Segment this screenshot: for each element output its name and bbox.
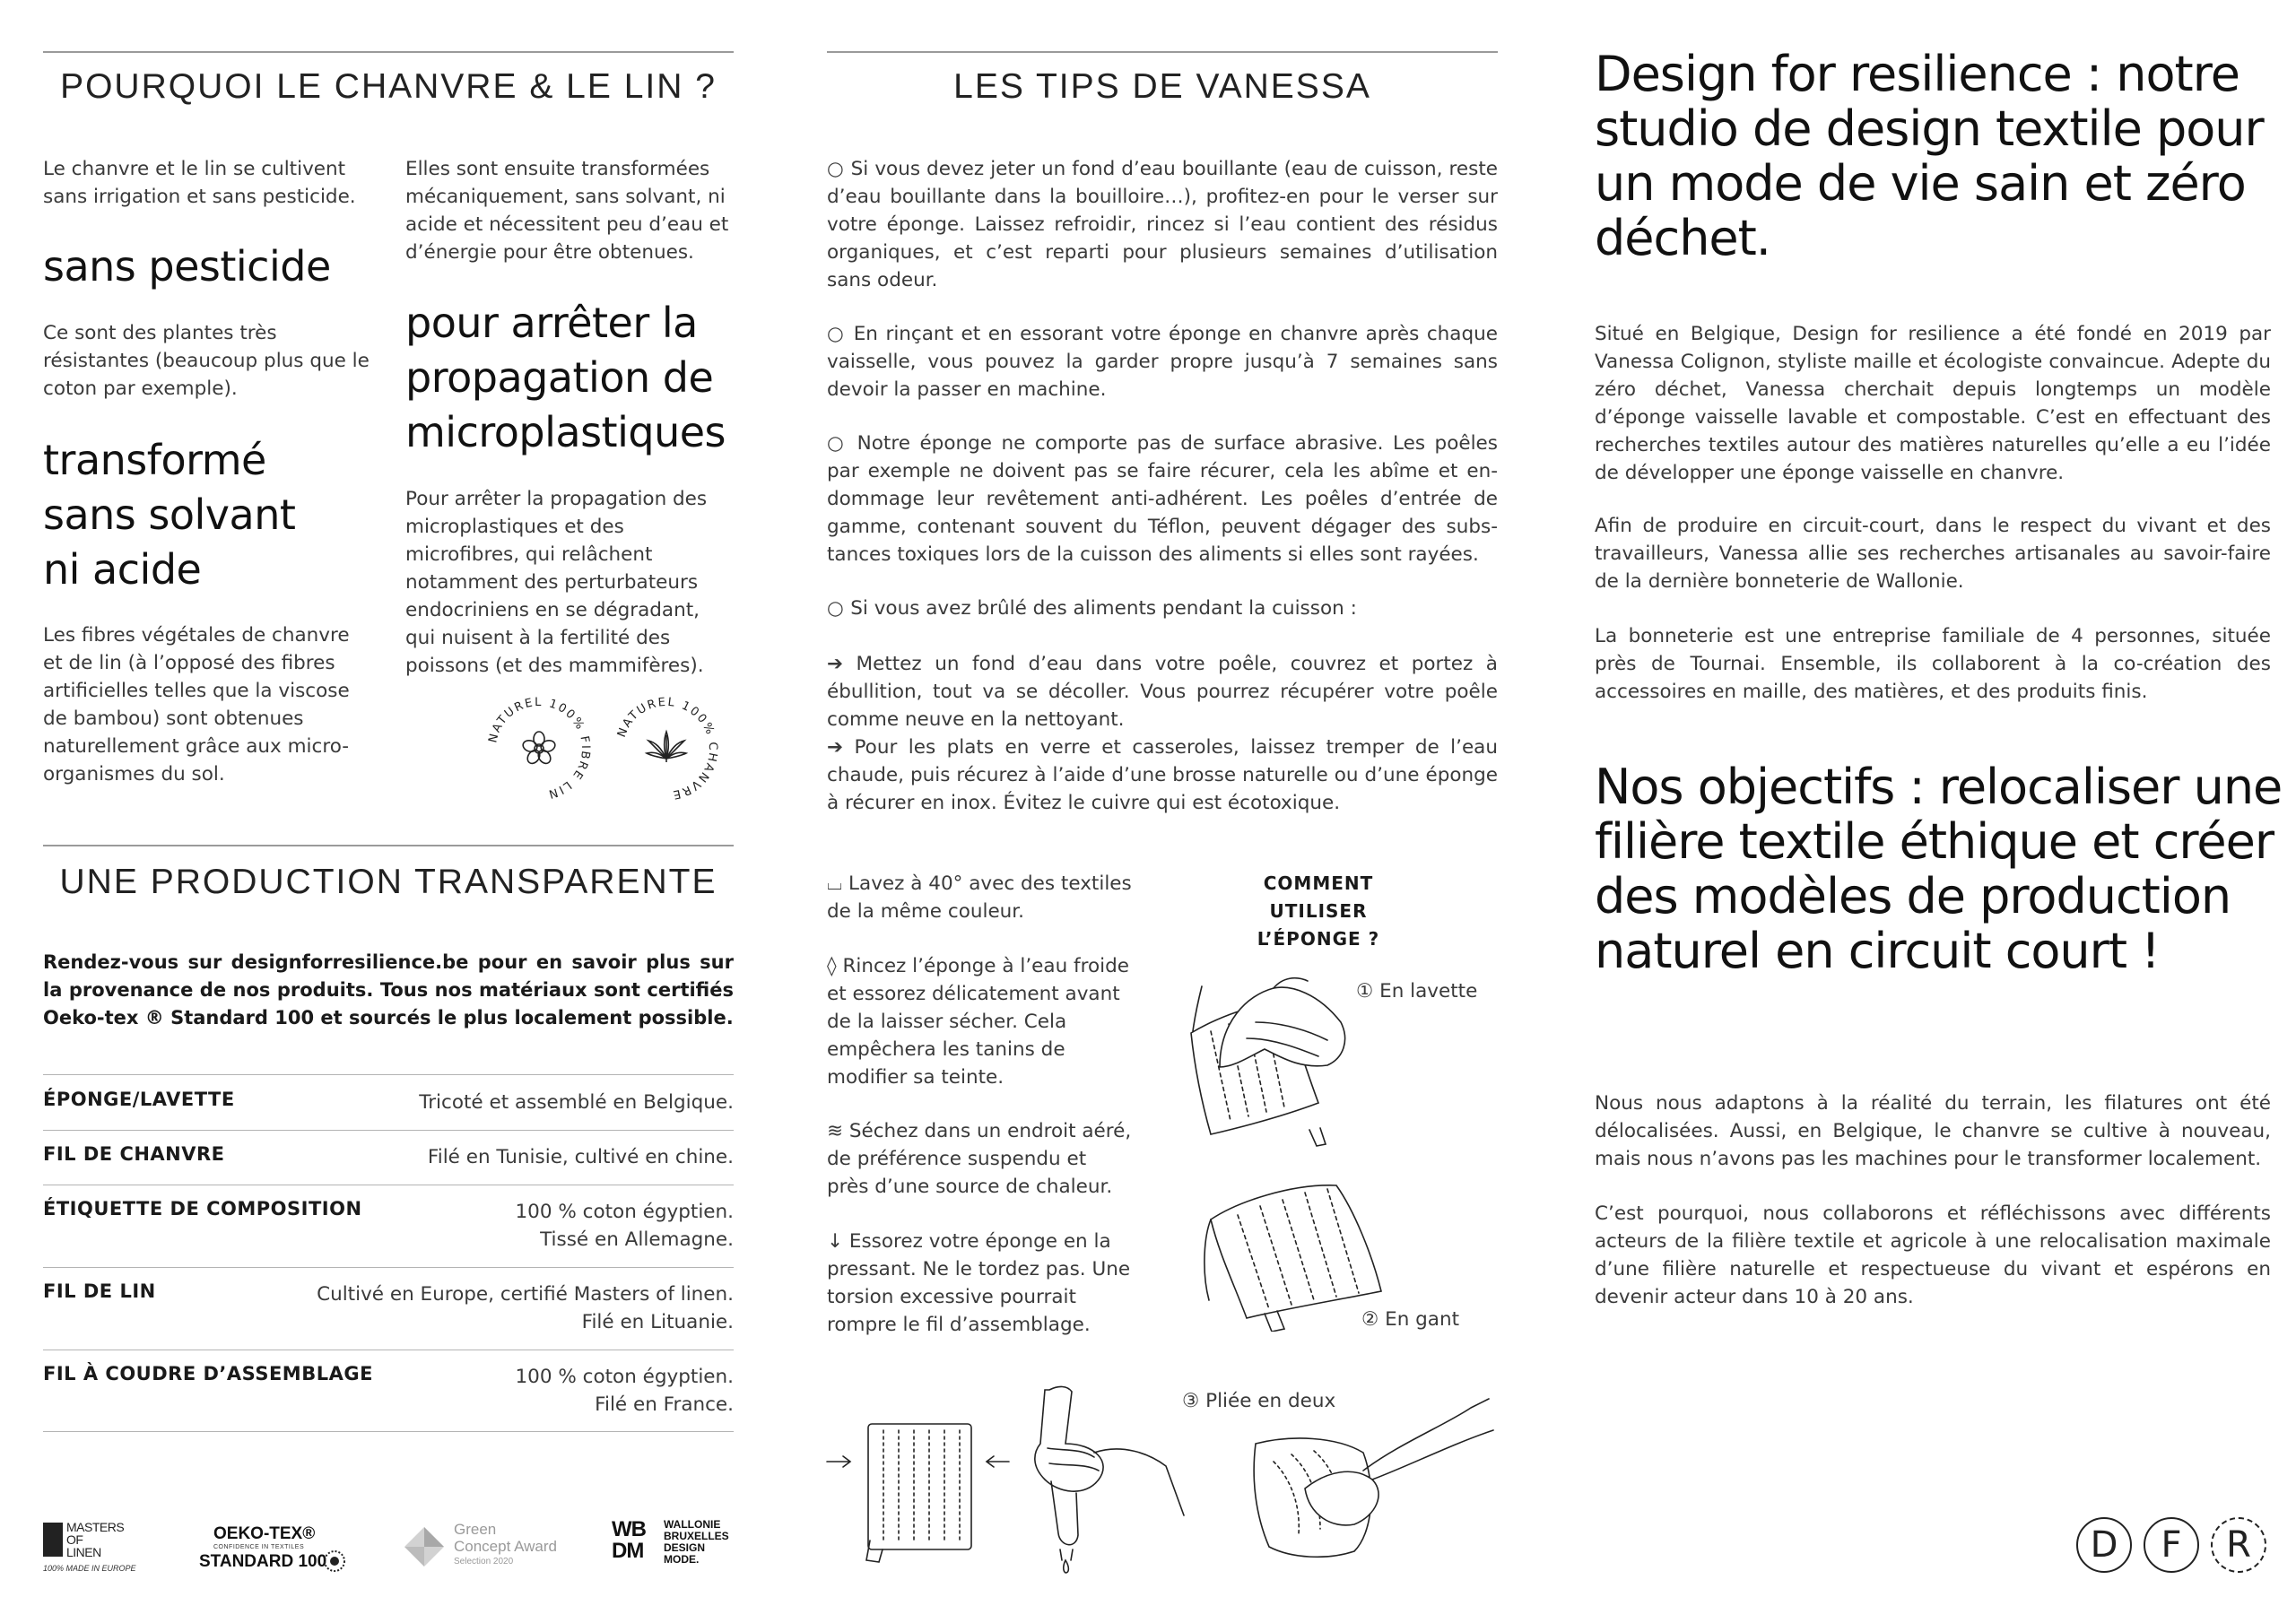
col1-plants: Ce sont des plantes très résistantes (beaucoup plus que le coton par exemple). — [43, 322, 370, 400]
heading-transforme: transformé sans solvant ni acide — [43, 436, 296, 594]
circle-bullet-icon: ○ — [827, 158, 851, 180]
logo-letter-f: F — [2144, 1517, 2199, 1573]
wbdm-text-2: BRUXELLES — [664, 1530, 729, 1542]
svg-text:NATUREL 100% FIBRE LIN: NATUREL 100% FIBRE LIN — [486, 695, 593, 802]
col1-intro: Le chanvre et le lin se cultivent sans irrigation et sans pesticide. — [43, 158, 356, 208]
wash-basin-icon: ⌴ — [827, 872, 849, 895]
col2-micro: Pour arrêter la propagation des microplastiques et des microfibres, qui relâchent notamment des perturbateurs endocriniens en se dégradant, qui nuisent à la fertilité des poissons (et des mammifères). — [405, 488, 708, 677]
col2-intro: Elles sont ensuite transformées mécaniquement, sans solvant, ni acide et nécessitent peu d’eau et d’énergie pour être obtenues. — [405, 158, 729, 264]
masters-tagline: 100% MADE IN EUROPE — [43, 1564, 136, 1573]
table-row — [43, 1185, 734, 1267]
circle-bullet-icon: ○ — [827, 597, 851, 620]
objectives-headline: Nos objectifs : relocaliser une filière textile éthique et créer des modèles de production naturel en circuit court ! — [1595, 759, 2283, 979]
masters-mark-icon — [43, 1523, 63, 1557]
wbdm-text-1: WALLONIE — [664, 1518, 721, 1531]
sponge-lavette-illustration — [1184, 968, 1363, 1148]
tip-4a-text: Mettez un fond d’eau dans votre poêle, couvrez et portez à ébullition, tout va se décoller. Vous pourrez récupérer votre poêle comme neuve en la nettoyant. — [827, 653, 1498, 731]
table-row — [43, 1350, 734, 1432]
tip-4-text: Si vous avez brûlé des aliments pendant la cuisson : — [850, 597, 1357, 620]
air-dry-icon: ≋ — [827, 1120, 849, 1142]
about-paragraph-3: La bonneterie est une entreprise familiale de 4 personnes, située près de Tournai. Ensemble, ils collaborent à la co-création des accessoires en maille, des matières, et des produits finis. — [1595, 625, 2271, 703]
care-wring-text: Essorez votre éponge en la pressant. Ne le tordez pas. Une torsion excessive pourrait rompre le fil d’assemblage. — [827, 1230, 1131, 1336]
top-rule-left — [43, 51, 734, 53]
oeko-title: OEKO-TEX® — [213, 1524, 316, 1543]
tip-2 — [827, 320, 1498, 404]
row-value: 100 % coton égyptien. — [515, 1201, 734, 1223]
water-drop-icon: ◊ — [827, 955, 843, 977]
hemp-leaf-icon — [647, 732, 686, 762]
svg-text:NATUREL 100% CHANVRE: NATUREL 100% CHANVRE — [614, 695, 720, 802]
flower-icon — [522, 732, 557, 766]
wbdm-text-3: DESIGN — [664, 1541, 706, 1554]
tips-section-title: LES TIPS DE VANESSA — [953, 67, 1371, 106]
green-text-2: Concept Award — [454, 1538, 557, 1555]
heading-microplastiques: pour arrêter la propagation de microplastiques — [405, 299, 726, 456]
production-section-title: UNE PRODUCTION TRANSPARENTE — [59, 863, 718, 901]
care-wash-text: Lavez à 40° avec des textiles de la même couleur. — [827, 872, 1132, 923]
how-to-use-title: COMMENT UTILISER L’ÉPONGE ? — [1257, 872, 1380, 950]
use-pliee-label: ③ Pliée en deux — [1182, 1390, 1336, 1412]
wbdm-logo — [612, 1519, 737, 1576]
care-dry-text: Séchez dans un endroit aéré, de préférence suspendu et près d’une source de chaleur. — [827, 1120, 1132, 1198]
row-label: FIL À COUDRE D’ASSEMBLAGE — [43, 1363, 373, 1384]
sponge-folding-illustration — [825, 1381, 1498, 1578]
provenance-table — [43, 1074, 734, 1432]
row-value: Tricoté et assemblé en Belgique. — [419, 1091, 734, 1114]
arrow-down-icon: ↓ — [827, 1230, 849, 1253]
circle-bullet-icon: ○ — [827, 323, 854, 345]
green-text-1: Green — [454, 1521, 497, 1538]
care-rinse-text: Rincez l’éponge à l’eau froide et essorez délicatement avant de la laisser sécher. Cela empêchera les tanins de modifier sa teinte. — [827, 955, 1129, 1089]
tip-3-text: Notre éponge ne comporte pas de surface abrasive. Les poêles par exemple ne doivent pas se faire récurer, cela les abîme et en-dommage leur revêtement anti-adhérent. Les poêles d’entrée de gamme, contenant souvent du Téflon, peuvent dégager des subs-tances toxiques lors de la cuisson des aliments si elles sont rayées. — [827, 432, 1498, 566]
wbdm-mark-2: DM — [612, 1539, 644, 1563]
care-wring — [827, 1228, 1132, 1339]
naturel-lin-badge — [481, 690, 597, 807]
logo-letter-r: R — [2211, 1517, 2266, 1573]
drip-icon — [1064, 1560, 1069, 1573]
wbdm-mark-1: WB — [612, 1517, 646, 1541]
care-dry — [827, 1117, 1132, 1201]
row-value-2: Tissé en Allemagne. — [540, 1228, 734, 1251]
row-label: ÉPONGE/LAVETTE — [43, 1089, 235, 1110]
table-row — [43, 1074, 734, 1130]
row-value: Filé en Tunisie, cultivé en chine. — [427, 1146, 734, 1168]
circle-bullet-icon: ○ — [827, 432, 857, 455]
wbdm-text-4: MODE. — [664, 1553, 700, 1566]
arrow-left-icon — [987, 1456, 1009, 1467]
care-rinse — [827, 952, 1132, 1091]
rule-production — [43, 845, 734, 846]
row-label: FIL DE LIN — [43, 1280, 156, 1302]
tip-4b — [827, 733, 1498, 817]
heading-sans-pesticide: sans pesticide — [43, 242, 331, 291]
about-paragraph-2: Afin de produire en circuit-court, dans le respect du vivant et des travailleurs, Vanessa allie ses recherches artisanales au savoir-faire de la dernière bonneterie de Wallonie. — [1595, 515, 2271, 593]
arrow-right-icon: ➔ — [827, 653, 857, 675]
tip-4a — [827, 650, 1498, 733]
tip-3 — [827, 430, 1498, 568]
oeko-seal-icon — [323, 1549, 346, 1573]
green-selection: Selection 2020 — [454, 1557, 514, 1567]
masters-of-linen-logo — [43, 1521, 155, 1578]
arrow-right-icon: ➔ — [827, 736, 855, 759]
row-value: 100 % coton égyptien. — [515, 1366, 734, 1388]
oeko-tex-logo — [197, 1524, 359, 1578]
row-value-2: Filé en France. — [595, 1393, 734, 1416]
green-award-icon — [402, 1524, 447, 1569]
tip-1-text: Si vous devez jeter un fond d’eau bouillante (eau de cuisson, reste d’eau bouillante dans la bouilloire…), profitez-en pour le verser sur votre éponge. Laissez refroidir, rincez si l’eau contient des résidus organiques, et c’est reparti pour plusieurs semaines d’utilisation sans odeur. — [827, 158, 1498, 291]
production-intro: Rendez-vous sur designforresilience.be pour en savoir plus sur la provenance de nos produits. Tous nos matériaux sont certifiés Oeko-tex ® Standard 100 et sourcés le plus localement possible. — [43, 951, 734, 1028]
oeko-standard: STANDARD 100 — [199, 1552, 327, 1571]
care-wash — [827, 870, 1132, 925]
about-paragraph-1: Situé en Belgique, Design for resilience a été fondé en 2019 par Vanessa Colignon, styliste maille et écologiste convaincue. Adepte du zéro déchet, Vanessa cherchait depuis longtemps un modèle d’éponge vaisselle lavable et compostable. C’est en effectuant des recherches textiles autour des matières naturelles qu’elle a eu l’idée de développer une éponge vaisselle en chanvre. — [1595, 323, 2271, 484]
tip-2-text: En rinçant et en essorant votre éponge en chanvre après chaque vaisselle, vous pouvez la garder propre jusqu’à 7 semaines sans devoir la passer en machine. — [827, 323, 1498, 401]
arrow-right-icon — [827, 1456, 850, 1467]
main-headline: Design for resilience : notre studio de design textile pour un mode de vie sain et zéro déchet. — [1595, 46, 2264, 266]
top-rule-middle — [827, 51, 1498, 53]
table-row — [43, 1130, 734, 1185]
objectives-paragraph-2: C’est pourquoi, nous collaborons et réfléchissons avec différents acteurs de la filière textile et agricole à une relocalisation maximale d’une filière naturelle et respectueuse du vivant et espérons en devenir acteur dans 10 à 20 ans. — [1595, 1202, 2271, 1308]
use-lavette-label: ① En lavette — [1356, 980, 1478, 1002]
naturel-chanvre-badge — [608, 690, 725, 807]
objectives-paragraph-1: Nous nous adaptons à la réalité du terrain, les filatures ont été délocalisées. Aussi, en Belgique, le chanvre se cultive à nouveau, mais nous n’avons pas les machines pour le transformer localement. — [1595, 1092, 2271, 1170]
masters-text-2: OF — [66, 1532, 83, 1547]
use-gant-label: ② En gant — [1361, 1308, 1460, 1331]
why-section-title: POURQUOI LE CHANVRE & LE LIN ? — [60, 67, 717, 106]
oeko-tagline: CONFIDENCE IN TEXTILES — [213, 1544, 305, 1550]
masters-text-3: LINEN — [66, 1545, 101, 1559]
table-row — [43, 1267, 734, 1350]
logo-letter-d: D — [2076, 1517, 2132, 1573]
green-concept-award-logo — [402, 1521, 581, 1578]
masters-text-1: MASTERS — [66, 1520, 125, 1534]
row-label: FIL DE CHANVRE — [43, 1143, 225, 1165]
tip-4 — [827, 595, 1498, 622]
col1-fibres: Les fibres végétales de chanvre et de lin (à l’opposé des fibres artificielles telles que la viscose de bambou) sont obtenues naturellement grâce aux micro-organismes du sol. — [43, 624, 350, 785]
row-value-2: Filé en Lituanie. — [581, 1311, 734, 1333]
row-value: Cultivé en Europe, certifié Masters of linen. — [317, 1283, 734, 1306]
tip-1 — [827, 155, 1498, 294]
row-label: ÉTIQUETTE DE COMPOSITION — [43, 1198, 362, 1219]
tip-4b-text: Pour les plats en verre et casseroles, laissez tremper de l’eau chaude, puis récurez à l’aide d’une brosse naturelle ou d’une éponge à récurer en inox. Évitez le cuivre qui est écotoxique. — [827, 736, 1498, 814]
